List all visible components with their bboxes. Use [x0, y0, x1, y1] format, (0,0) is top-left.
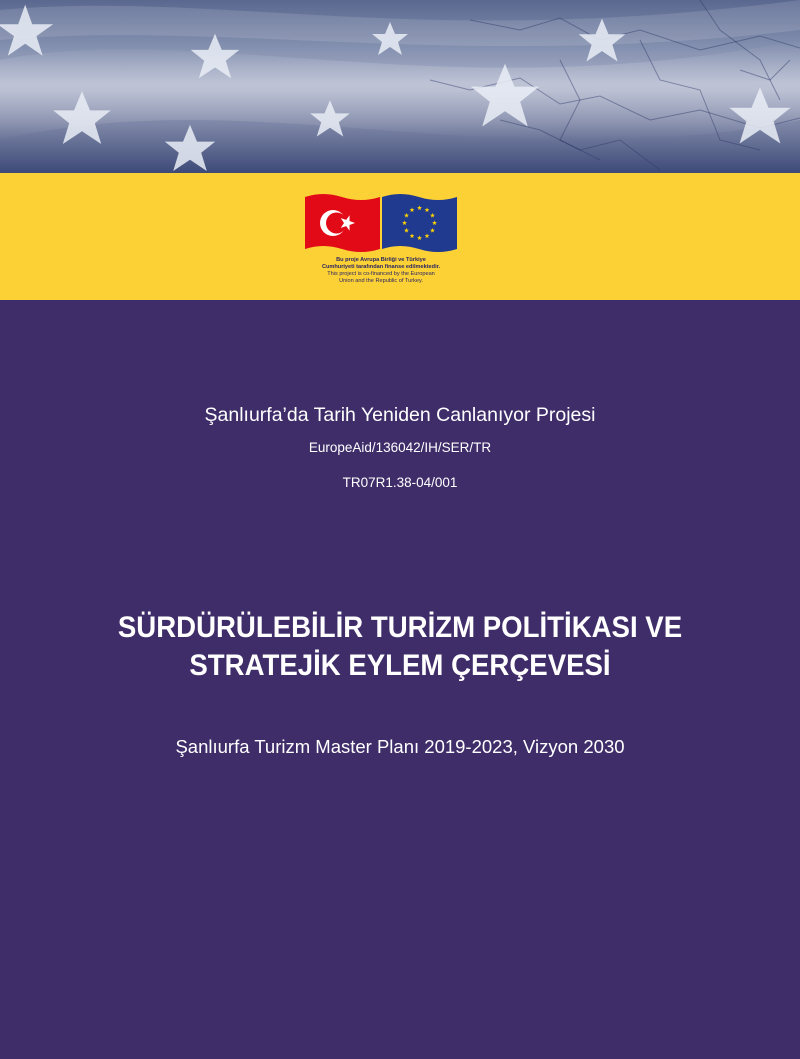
eu-stars-map-illustration: [0, 0, 800, 173]
document-subtitle: Şanlıurfa Turizm Master Planı 2019-2023, Vizyon 2030: [175, 736, 625, 757]
project-title: Şanlıurfa’da Tarih Yeniden Canlanıyor Projesi: [204, 404, 596, 426]
funding-note: [306, 257, 456, 285]
funding-note-line: Cumhuriyeti tarafından finanse edilmektedir.: [321, 264, 441, 270]
document-title: [32, 609, 768, 685]
eu-flag-icon: [382, 193, 457, 253]
funding-note-line: Bu proje Avrupa Birliği ve Türkiye: [336, 257, 426, 263]
document-title-line-1: SÜRDÜRÜLEBİLİR TURİZM POLİTİKASI VE: [117, 611, 683, 644]
flags-logo: [305, 193, 457, 253]
funding-note-line: Union and the Republic of Turkey.: [339, 278, 423, 284]
banner-image: [0, 0, 800, 173]
funding-note-line: This project is co-financed by the European: [327, 271, 435, 277]
turkey-flag-icon: [305, 193, 380, 253]
europeaid-code: EuropeAid/136042/IH/SER/TR: [308, 440, 492, 455]
tr-code: TR07R1.38-04/001: [342, 475, 458, 490]
document-title-line-2: STRATEJİK EYLEM ÇERÇEVESİ: [189, 649, 611, 682]
